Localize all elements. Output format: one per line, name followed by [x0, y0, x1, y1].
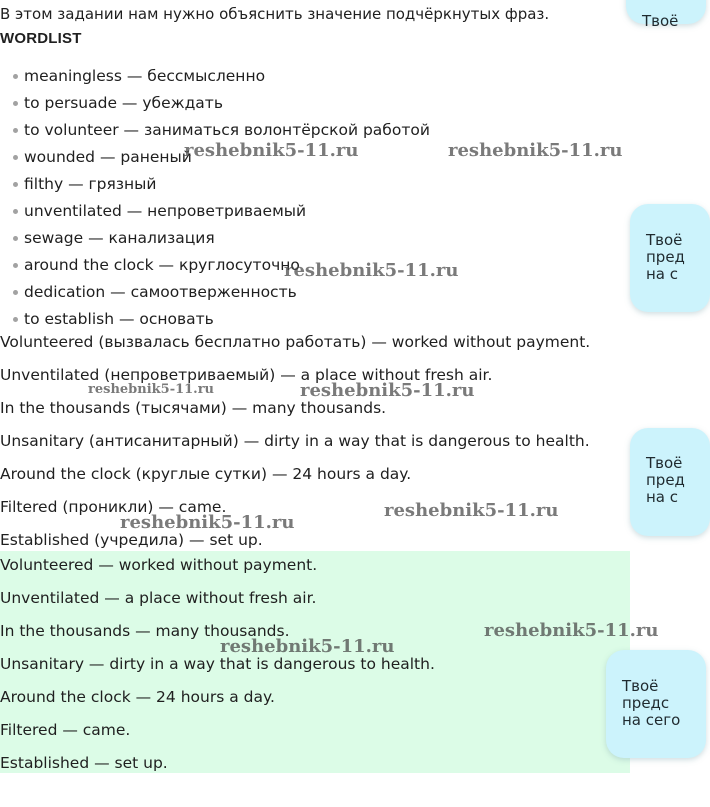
bullet-icon [13, 101, 18, 106]
watermark: reshebnik5-11.ru [184, 140, 359, 161]
wordlist-item: unventilated — непроветриваемый [0, 199, 430, 226]
promo-card-top[interactable] [626, 0, 706, 30]
wordlist-item: to establish — основать [0, 307, 430, 334]
wordlist-title: WORDLIST [0, 30, 82, 47]
wordlist-item: wounded — раненый [0, 145, 430, 172]
explanation-line: Volunteered (вызвалась бесплатно работать) — worked without payment. [0, 333, 591, 351]
watermark: reshebnik5-11.ru [484, 620, 659, 641]
bullet-icon [13, 74, 18, 79]
answers-list [0, 553, 435, 784]
answer-line: In the thousands — many thousands. [0, 622, 290, 640]
answer-line: Established — set up. [0, 754, 168, 772]
watermark: reshebnik5-11.ru [448, 140, 623, 161]
answer-line: Volunteered — worked without payment. [0, 556, 318, 574]
promo-card[interactable] [630, 428, 710, 536]
wordlist-item: to volunteer — заниматься волонтёрской работой [0, 118, 430, 145]
watermark: reshebnik5-11.ru [220, 636, 395, 657]
answer-line: Filtered — came. [0, 721, 131, 739]
explanation-line: In the thousands (тысячами) — many thousands. [0, 399, 387, 417]
explanation-line: Filtered (проникли) — came. [0, 498, 227, 516]
promo-card[interactable] [606, 650, 706, 758]
bullet-icon [13, 317, 18, 322]
promo-card-line: на сего [622, 711, 681, 729]
bullet-icon [13, 290, 18, 295]
bullet-icon [13, 236, 18, 241]
promo-card-line: Твоё [642, 12, 679, 30]
explanation-line: Around the clock (круглые сутки) — 24 hours a day. [0, 465, 412, 483]
watermark: reshebnik5-11.ru [88, 382, 215, 397]
bullet-icon [13, 209, 18, 214]
explanation-line: Established (учредила) — set up. [0, 531, 263, 549]
bullet-icon [13, 182, 18, 187]
answer-line: Unsanitary — dirty in a way that is dangerous to health. [0, 655, 435, 673]
intro-text: В этом задании нам нужно объяснить значение подчёркнутых фраз. [0, 5, 550, 23]
promo-card-line: Твоё [646, 454, 683, 472]
bullet-icon [13, 155, 18, 160]
wordlist [0, 64, 430, 334]
explanations-list [0, 330, 590, 561]
wordlist-item: sewage — канализация [0, 226, 430, 253]
promo-card-line: Твоё [646, 231, 683, 249]
wordlist-item: filthy — грязный [0, 172, 430, 199]
promo-card[interactable] [630, 204, 710, 312]
explanation-line: Unsanitary (антисанитарный) — dirty in a way that is dangerous to health. [0, 432, 590, 450]
watermark: reshebnik5-11.ru [120, 512, 295, 533]
promo-card-line: на с [646, 488, 679, 506]
bullet-icon [13, 263, 18, 268]
promo-card-line: пред [646, 248, 685, 266]
answer-line: Around the clock — 24 hours a day. [0, 688, 275, 706]
watermark: reshebnik5-11.ru [384, 500, 559, 521]
watermark: reshebnik5-11.ru [300, 380, 475, 401]
promo-card-line: пред [646, 471, 685, 489]
wordlist-item: to persuade — убеждать [0, 91, 430, 118]
promo-card-line: предс [622, 694, 670, 712]
wordlist-item: dedication — самоотверженность [0, 280, 430, 307]
explanation-line: Unventilated (непроветриваемый) — a place without fresh air. [0, 366, 493, 384]
promo-card-line: на с [646, 265, 679, 283]
watermark: reshebnik5-11.ru [284, 260, 459, 281]
answer-line: Unventilated — a place without fresh air. [0, 589, 317, 607]
wordlist-item: around the clock — круглосуточно [0, 253, 430, 280]
wordlist-item: meaningless — бессмысленно [0, 64, 430, 91]
bullet-icon [13, 128, 18, 133]
promo-card-line: Твоё [622, 677, 659, 695]
